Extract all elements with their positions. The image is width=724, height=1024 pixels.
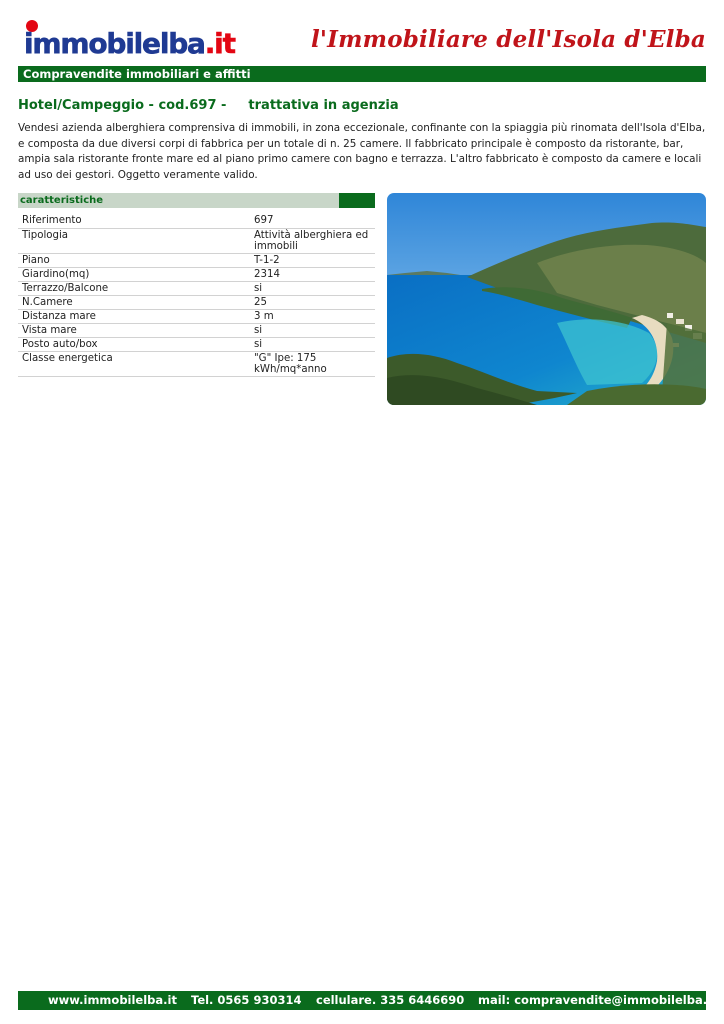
- table-row: [18, 267, 375, 281]
- table-row: [18, 281, 375, 295]
- property-photo[interactable]: [387, 193, 706, 405]
- table-row: [18, 214, 375, 228]
- spec-value: 25: [250, 295, 375, 309]
- section-bar: Compravendite immobiliari e affitti: [18, 66, 706, 82]
- spec-label: N.Camere: [18, 295, 250, 309]
- site-tagline: l'Immobiliare dell'Isola d'Elba: [310, 26, 706, 53]
- spec-label: Piano: [18, 253, 250, 267]
- spec-value: 697: [250, 214, 375, 228]
- spec-label: Vista mare: [18, 323, 250, 337]
- spec-label: Giardino(mq): [18, 267, 250, 281]
- spec-value: 3 m: [250, 309, 375, 323]
- logo-text: immobilelba.it: [24, 27, 235, 60]
- table-row: [18, 295, 375, 309]
- spec-value: si: [250, 337, 375, 351]
- characteristics-header: [18, 193, 375, 208]
- spec-value: 2314: [250, 267, 375, 281]
- spec-value: "G" Ipe: 175 kWh/mq*anno: [250, 351, 375, 376]
- spec-value: si: [250, 281, 375, 295]
- characteristics-title: caratteristiche: [20, 195, 104, 206]
- table-row: [18, 323, 375, 337]
- listing-code: Hotel/Campeggio - cod.697 -: [18, 98, 227, 113]
- spec-label: Posto auto/box: [18, 337, 250, 351]
- spec-value: Attività alberghiera ed immobili: [250, 228, 375, 253]
- header-accent: [339, 193, 375, 208]
- logo-tld: .it: [204, 27, 235, 60]
- spec-value: T-1-2: [250, 253, 375, 267]
- spec-label: Classe energetica: [18, 351, 250, 376]
- footer-mobile: cellulare. 335 6446690: [316, 993, 465, 1007]
- spec-label: Riferimento: [18, 214, 250, 228]
- site-logo[interactable]: [22, 18, 237, 60]
- spec-label: Terrazzo/Balcone: [18, 281, 250, 295]
- spec-label: Distanza mare: [18, 309, 250, 323]
- listing-description: Vendesi azienda alberghiera comprensiva di immobili, in zona eccezionale, confinante con la spiaggia più rinomata dell'Isola d'Elba, e composta da due diversi corpi di fabbrica per un totale di n. 25 camere. Il fabbricato principale è composto da ristorante, bar, ampia sala ristorante fronte mare ed al piano primo camere con bagno e terrazza. L'altro fabbricato è composto da camere e locali ad uso dei gestori. Oggetto veramente valido.: [18, 122, 706, 181]
- table-row: [18, 309, 375, 323]
- listing-status: trattativa in agenzia: [248, 98, 399, 113]
- characteristics-table: [18, 214, 375, 377]
- footer-phone: Tel. 0565 930314: [191, 993, 302, 1007]
- table-row: [18, 228, 375, 253]
- spec-value: si: [250, 323, 375, 337]
- bay-landscape-image: [387, 193, 706, 405]
- table-row: [18, 253, 375, 267]
- contact-footer: [18, 991, 717, 1010]
- footer-email-link[interactable]: mail: compravendite@immobilelba.it: [478, 993, 717, 1007]
- footer-website-link[interactable]: www.immobilelba.it: [48, 993, 177, 1007]
- table-row: [18, 351, 375, 376]
- listing-title: [18, 98, 399, 113]
- spec-label: Tipologia: [18, 228, 250, 253]
- table-row: [18, 337, 375, 351]
